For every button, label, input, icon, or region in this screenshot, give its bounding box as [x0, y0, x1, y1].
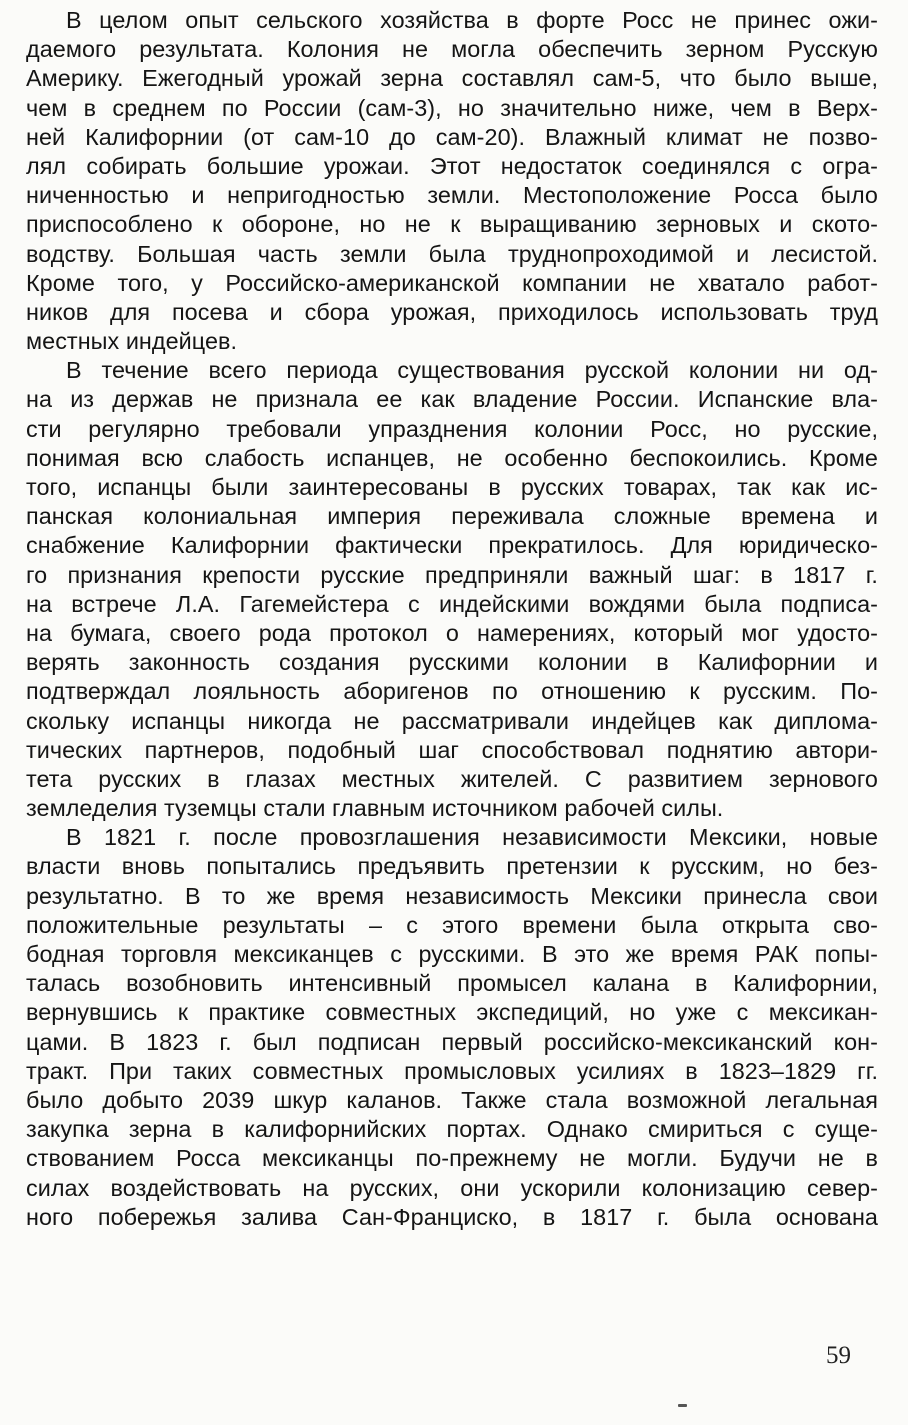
text-line: ниченностью и непригодностью земли. Местоположение Росса было: [26, 182, 878, 209]
text-line: снабжение Калифорнии фактически прекратилось. Для юридическо-: [26, 532, 878, 559]
text-line: В целом опыт сельского хозяйства в форте Росс не принес ожи-: [66, 7, 878, 33]
text-line: тических партнеров, подобный шаг способствовал поднятию автори-: [26, 736, 878, 763]
text-line: цами. В 1823 г. был подписан первый российско-мексиканский кон-: [26, 1028, 878, 1055]
paragraph-2: [26, 356, 878, 823]
text-line: того, испанцы были заинтересованы в русских товарах, так как ис-: [26, 474, 878, 500]
text-line: В течение всего периода существования русской колонии ни од-: [66, 357, 878, 384]
text-line: на встрече Л.А. Гагемейстера с индейскими вождями была подписа-: [26, 590, 878, 617]
text-line: вернувшись к практике совместных экспедиций, но уже с мексикан-: [26, 999, 878, 1026]
text-line: результатно. В то же время независимость Мексики принесла свои: [26, 882, 878, 909]
text-line: силах воздействовать на русских, они ускорили колонизацию север-: [26, 1174, 878, 1201]
text-line: земледелия туземцы стали главным источником рабочей силы.: [26, 795, 724, 822]
text-line: ного побережья залива Сан-Франциско, в 1817 г. была основана: [26, 1203, 878, 1230]
paragraph-1: [26, 6, 878, 356]
text-line: лял собирать большие урожаи. Этот недостаток соединялся с огра-: [26, 152, 878, 179]
text-line: ней Калифорнии (от сам-10 до сам-20). Влажный климат не позво-: [26, 123, 878, 150]
text-line: го признания крепости русские предприняли важный шаг: в 1817 г.: [26, 561, 878, 588]
page-number: 59: [826, 1342, 851, 1369]
text-line: понимая всю слабость испанцев, не особенно беспокоились. Кроме: [26, 444, 878, 471]
text-line: закупка зерна в калифорнийских портах. Однако смириться с суще-: [26, 1116, 878, 1143]
text-line: сти регулярно требовали упразднения колонии Росс, но русские,: [26, 415, 878, 442]
text-line: чем в среднем по России (сам-3), но значительно ниже, чем в Верх-: [26, 94, 878, 121]
text-line: водству. Большая часть земли была труднопроходимой и лесистой.: [26, 240, 878, 267]
text-line: В 1821 г. после провозглашения независимости Мексики, новые: [66, 824, 878, 851]
text-line: власти вновь попытались предъявить претензии к русским, но без-: [26, 853, 878, 880]
text-line: было добыто 2039 шкур каланов. Также стала возможной легальная: [26, 1086, 878, 1113]
text-line: приспособлено к обороне, но не к выращиванию зерновых и ското-: [26, 211, 878, 238]
text-line: верять законность создания русскими колонии в Калифорнии и: [26, 649, 878, 676]
text-line: даемого результата. Колония не могла обеспечить зерном Русскую: [26, 36, 878, 63]
text-line: тета русских в глазах местных жителей. С развитием зернового: [26, 765, 878, 792]
text-line: талась возобновить интенсивный промысел калана в Калифорнии,: [26, 970, 878, 997]
text-line: положительные результаты – с этого времени была открыта сво-: [26, 911, 878, 938]
text-line: Кроме того, у Российско-американской компании не хватало работ-: [26, 269, 878, 296]
text-line: скольку испанцы никогда не рассматривали индейцев как диплома-: [26, 707, 878, 734]
text-line: местных индейцев.: [26, 328, 238, 355]
text-line: тракт. При таких совместных промысловых усилиях в 1823–1829 гг.: [26, 1057, 878, 1084]
body-text: [26, 6, 878, 1232]
text-line: подтверждал лояльность аборигенов по отношению к русским. По-: [26, 678, 878, 705]
scan-mark: [678, 1404, 687, 1407]
text-line: бодная торговля мексиканцев с русскими. В это же время РАК попы-: [26, 941, 878, 967]
paragraph-3: [26, 823, 878, 1232]
text-line: ников для посева и сбора урожая, приходилось использовать труд: [26, 298, 878, 325]
text-line: на из держав не признала ее как владение России. Испанские вла-: [26, 386, 878, 413]
text-line: Америку. Ежегодный урожай зерна составлял сам-5, что было выше,: [26, 65, 878, 92]
text-line: панская колониальная империя переживала сложные времена и: [26, 503, 878, 530]
text-line: на бумага, своего рода протокол о намерениях, который мог удосто-: [26, 619, 878, 646]
text-line: ствованием Росса мексиканцы по-прежнему не могли. Будучи не в: [26, 1145, 878, 1172]
